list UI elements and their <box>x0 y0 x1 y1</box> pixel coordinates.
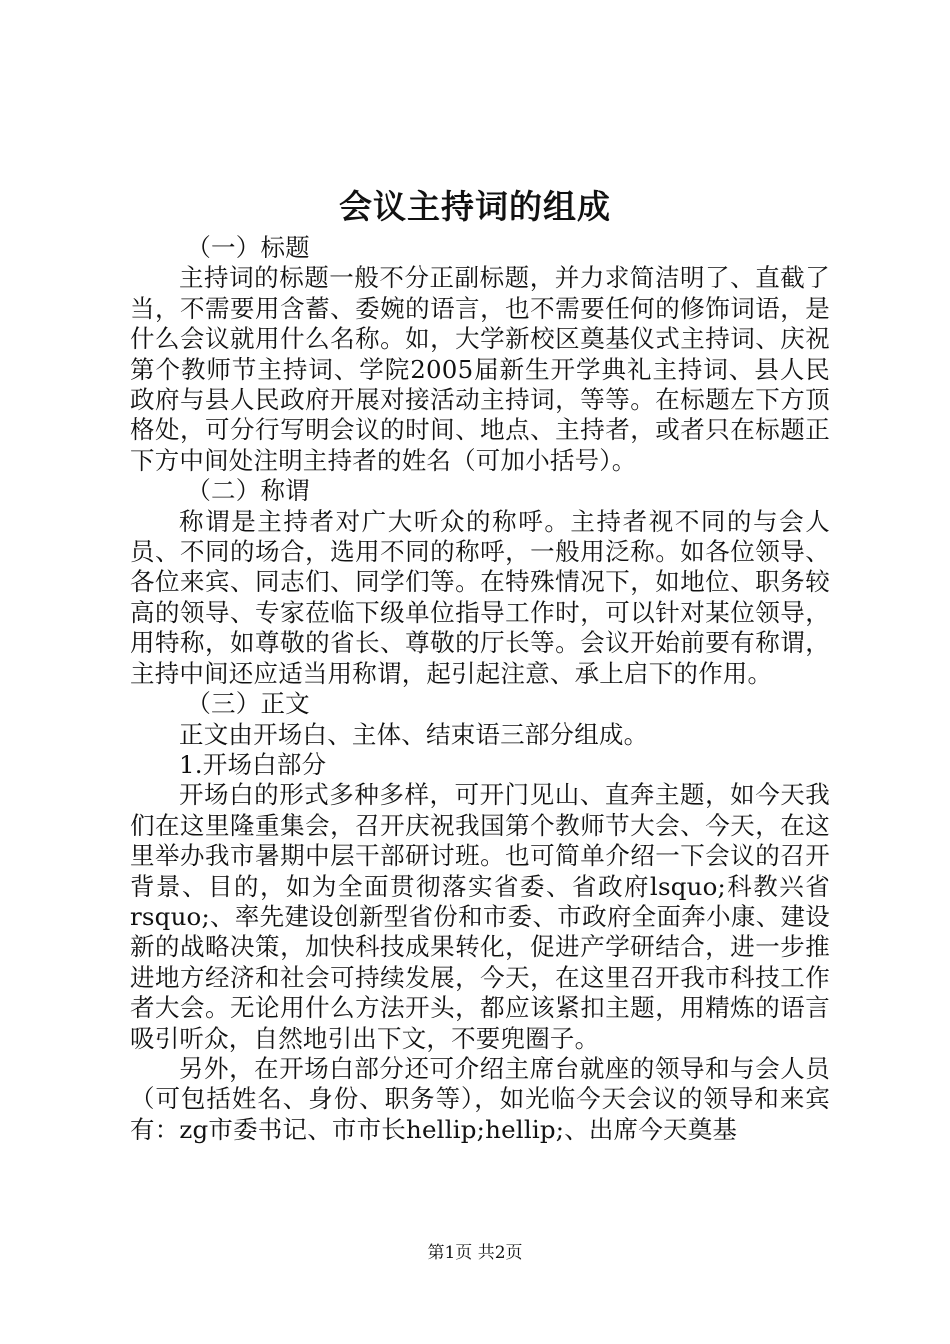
subsection-heading-opening: 1.开场白部分 <box>179 749 327 779</box>
page-footer: 第1页 共2页 <box>427 1243 523 1263</box>
paragraph-opening-additional: 另外，在开场白部分还可介绍主席台就座的领导和与会人员（可包括姓名、身份、职务等），如光临今天会议的领导和来宾有：zg市委书记、市市长hellip;hellip;、出席今天奠基 <box>130 1053 830 1144</box>
paragraph-opening-description: 开场白的形式多种多样，可开门见山、直奔主题，如今天我们在这里隆重集会，召开庆祝我国第个教师节大会、今天，在这里举办我市暑期中层干部研讨班。也可简单介绍一下会议的召开背景、目的，如为全面贯彻落实省委、省政府lsquo;科教兴省rsquo;、率先建设创新型省份和市委、市政府全面奔小康、建设新的战略决策，加快科技成果转化，促进产学研结合，进一步推进地方经济和社会可持续发展，今天，在这里召开我市科技工作者大会。无论用什么方法开头，都应该紧扣主题，用精炼的语言吸引听众，自然地引出下文，不要兜圈子。 <box>130 780 830 1053</box>
section-heading-title: （一）标题 <box>186 233 310 262</box>
document-body <box>130 233 830 1145</box>
section-heading-main-text: （三）正文 <box>186 689 310 719</box>
document-title: 会议主持词的组成 <box>339 187 611 226</box>
paragraph-salutation-description: 称谓是主持者对广大听众的称呼。主持者视不同的与会人员、不同的场合，选用不同的称呼，一般用泛称。如各位领导、各位来宾、同志们、同学们等。在特殊情况下，如地位、职务较高的领导、专家莅临下级单位指导工作时，可以针对某位领导，用特称，如尊敬的省长、尊敬的厅长等。会议开始前要有称谓，主持中间还应适当用称谓，起引起注意、承上启下的作用。 <box>130 506 830 688</box>
section-heading-salutation: （二）称谓 <box>186 476 310 506</box>
paragraph-main-text-summary: 正文由开场白、主体、结束语三部分组成。 <box>179 719 649 749</box>
paragraph-title-description: 主持词的标题一般不分正副标题，并力求简洁明了、直截了当，不需要用含蓄、委婉的语言，也不需要任何的修饰词语，是什么会议就用什么名称。如，大学新校区奠基仪式主持词、庆祝第个教师节主持词、学院2005届新生开学典礼主持词、县人民政府与县人民政府开展对接活动主持词，等等。在标题左下方顶格处，可分行写明会议的时间、地点、主持者，或者只在标题正下方中间处注明主持者的姓名（可加小括号）。 <box>130 263 830 475</box>
